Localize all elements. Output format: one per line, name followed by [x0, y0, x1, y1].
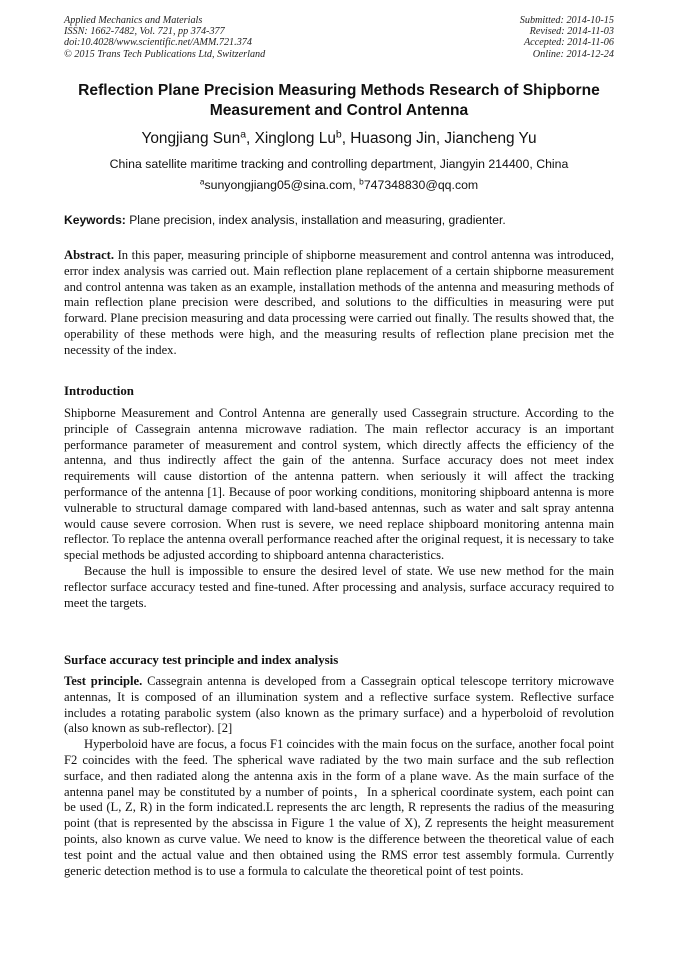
keywords-label: Keywords:	[64, 213, 126, 227]
submitted-date: Submitted: 2014-10-15	[519, 15, 614, 26]
paragraph: Hyperboloid have are focus, a focus F1 coincides with the main focus on the surface, another focal point F2 coincides with the feed. The spherical wave radiated by the two main surface and the sub reflection surface, and then radiated along the antenna axis in the form of a plane wave. As the main surface of the antenna panel may be constituted by a number of points，In a spherical coordinate system, each point can be used (L, Z, R) in the form indicated.L represents the arc length, R represents the radius of the measuring point (that is represented by the abscissa in Figure 1 the value of X), Z represents the height measurement points, also known as curve value. We need to know is the difference between the theoretical value of each test point and the actual value and then obtained using the RMS error test assembly formula. Currently generic detection method is to use a formula to calculate the theoretical point of test points.	[64, 737, 614, 878]
accepted-date: Accepted: 2014-11-06	[523, 37, 614, 49]
keywords	[64, 213, 624, 228]
email: $^a$sunyongjiang05@sina.com,	[199, 176, 360, 192]
section-heading-introduction: Introduction	[64, 384, 134, 398]
publication-dates	[520, 15, 614, 60]
paragraph: Shipborne Measurement and Control Antenna are generally used Cassegrain structure. According to the principle of Cassegrain antenna microwave radiation. The main reflector accuracy is an important performance parameter of measurement and control system, which directly affects the efficiency of the antenna, and thus indirectly affect the gain of the antenna. Surface accuracy does not meet index requirements will cause distortion of the antenna pattern. when seriously it will affect the tracking performance of the antenna [1]. Because of poor working conditions, monitoring shipboard antenna is more vulnerable to structural damage compared with land-based antennas, such as water and salt spray antenna would cause severe corrosion. When rust is severe, we need replace shipboard monitoring antenna main reflector. To replace the antenna overall performance reached after the original request, it is necessary to take special methods be adjusted according to shipboard antenna characteristics.	[64, 406, 614, 563]
author: Yongjiang Sun$^a$,	[141, 129, 255, 147]
issn-volume: ISSN: 1662-7482, Vol. 721, pp 374-377	[64, 26, 225, 38]
doi: doi:10.4028/www.scientific.net/AMM.721.374	[64, 37, 252, 49]
revised-date: Revised: 2014-11-03	[529, 26, 614, 38]
copyright: © 2015 Trans Tech Publications Ltd, Switzerland	[64, 48, 266, 60]
section-heading-surface-accuracy: Surface accuracy test principle and index analysis	[64, 653, 339, 667]
author-emails	[0, 178, 678, 193]
email: $^b$747348830@qq.com	[359, 176, 479, 192]
author-list	[0, 130, 678, 148]
author: Xinglong Lu$^b$,	[254, 129, 351, 147]
abstract	[64, 248, 614, 359]
abstract-label: Abstract.	[64, 248, 115, 262]
abstract-text: In this paper, measuring principle of shipborne measurement and control antenna was introduced, error index analysis was carried out. Main reflection plane replacement of a certain shipborne measurement and control antenna was taken as an example, installation methods of the antenna and measuring methods of main reflection plane precision were described, and solutions to the difficulties in measuring were put forward. Plane precision measuring and data processing were carried out finally. The results showed that, the operability of these methods were high, and the measuring results of reflection plane precision met the necessity of the index.	[64, 248, 615, 357]
paragraph: Because the hull is impossible to ensure the desired level of state. We use new method for the main reflector surface accuracy tested and fine-tuned. After processing and analysis, surface accuracy required to meet the targets.	[64, 563, 614, 610]
journal-info	[64, 15, 265, 60]
author: Huasong Jin,	[350, 130, 445, 147]
introduction-body	[64, 406, 614, 611]
author: Jiancheng Yu	[444, 130, 537, 147]
paper-title: Reflection Plane Precision Measuring Methods Research of Shipborne Measurement and Control Antenna	[78, 82, 600, 119]
test-principle-label: Test principle.	[64, 674, 143, 688]
journal-name: Applied Mechanics and Materials	[64, 15, 203, 26]
keywords-text: Plane precision, index analysis, installation and measuring, gradienter.	[129, 213, 506, 227]
section2-body	[64, 674, 614, 879]
online-date: Online: 2014-12-24	[532, 48, 614, 60]
affiliation: China satellite maritime tracking and controlling department, Jiangyin 214400, China	[109, 157, 569, 171]
paragraph: Cassegrain antenna is developed from a Cassegrain optical telescope territory microwave antennas, It is composed of an illumination system and a reflective surface system. Reflective surface includes a rotating parabolic system (also known as the primary surface) and a hyperboloid of revolution (also known as sub-reflector). [2]	[64, 674, 614, 736]
